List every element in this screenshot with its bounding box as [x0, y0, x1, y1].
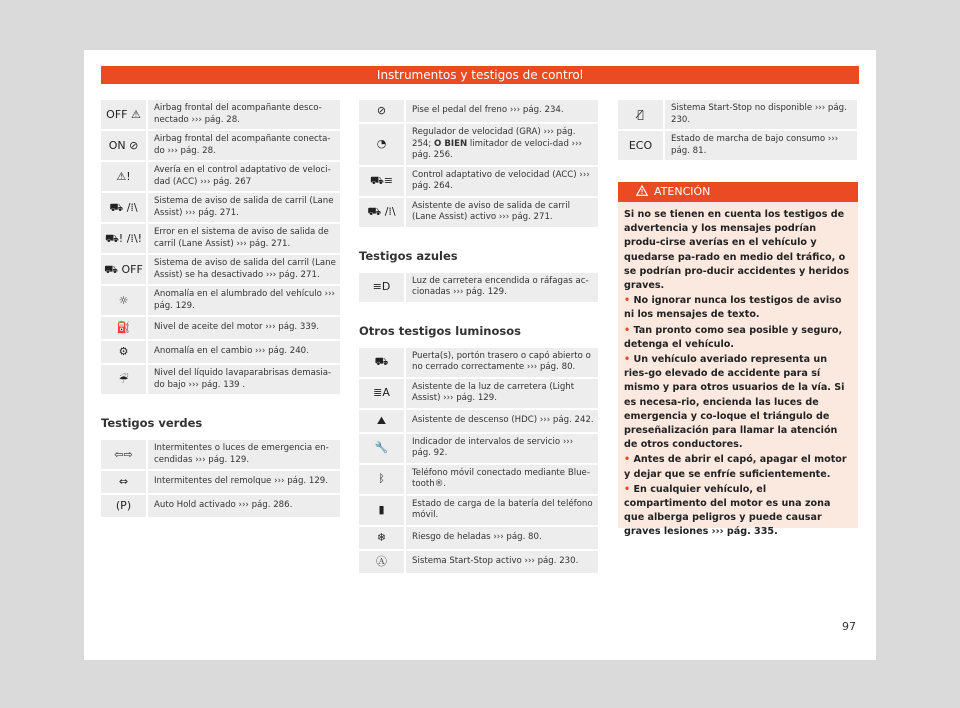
table-row — [101, 192, 340, 223]
washer-fluid-icon: ☔ — [118, 372, 129, 386]
table-row — [618, 100, 857, 130]
description-cell — [405, 409, 598, 433]
table-row — [359, 550, 598, 574]
description-cell — [147, 340, 340, 364]
service-wrench-icon: 🔧 — [374, 441, 389, 454]
icon-cell — [101, 254, 147, 285]
start-stop-unavailable-icon: Ⓐ̸ — [637, 107, 644, 121]
description-cell — [147, 223, 340, 254]
table-row — [101, 316, 340, 340]
acc-fault-icon: ⚠! — [116, 169, 131, 183]
frost-icon: ❄ — [376, 530, 387, 544]
icon-cell — [359, 550, 405, 574]
description-text: Sistema Start-Stop activo ››› pág. 230. — [412, 555, 579, 566]
oil-level-icon: ⛽ — [116, 321, 131, 334]
description-cell — [405, 550, 598, 574]
description-cell — [664, 130, 857, 161]
warning-bullet — [624, 353, 850, 452]
warning-bullet-text: Antes de abrir el capó, apagar el motor y dejar que se enfríe suficientemente. — [624, 454, 847, 480]
airbag-off-icon: OFF ⚠ — [106, 107, 141, 121]
lane-assist-off-icon: ⛟ OFF — [104, 262, 143, 276]
table-row — [101, 470, 340, 494]
brake-pedal-icon: ⊘ — [376, 104, 387, 117]
table-row — [618, 130, 857, 161]
table-row — [101, 254, 340, 285]
green-heading: Testigos verdes — [101, 416, 203, 430]
description-text: Estado de marcha de bajo consumo ››› pág. 81. — [671, 134, 839, 156]
icon-cell — [359, 495, 405, 526]
description-text: Asistente de aviso de salida de carril (Lane Assist) activo ››› pág. 271. — [412, 200, 570, 222]
warning-bullet-text: No ignorar nunca los testigos de aviso ni los mensajes de texto. — [624, 295, 842, 321]
description-cell — [405, 273, 598, 303]
warning-intro: Si no se tienen en cuenta los testigos de advertencia y los mensajes podrían produ-cirse averías en el vehículo y quedarse pa-rado en medio del tráfico, o se podrían pro-ducir accidentes y heridos graves. — [624, 209, 850, 292]
page-header: Instrumentos y testigos de control — [101, 66, 859, 84]
icon-cell — [359, 433, 405, 464]
description-cell — [405, 464, 598, 495]
indicator-table-other — [359, 348, 598, 575]
description-text: Sistema Start-Stop no disponible ››› pág. 230. — [671, 103, 847, 125]
icon-cell — [359, 123, 405, 166]
icon-cell — [359, 409, 405, 433]
description-cell — [405, 348, 598, 378]
icon-cell — [359, 526, 405, 550]
table-row — [359, 100, 598, 123]
icon-cell — [101, 130, 147, 161]
description-cell — [147, 440, 340, 470]
lane-assist-error-icon: ⛟! /⁞\! — [104, 231, 143, 245]
table-row — [101, 340, 340, 364]
warning-body — [618, 202, 858, 540]
description-text: Intermitentes o luces de emergencia en-cendidas ››› pág. 129. — [154, 443, 329, 465]
description-text: Sistema de aviso de salida de carril (Lane Assist) ››› pág. 271. — [154, 196, 334, 218]
icon-cell — [101, 470, 147, 494]
bullet-icon: • — [624, 354, 634, 366]
table-row — [359, 123, 598, 166]
indicator-table-green — [101, 440, 340, 519]
description-text: Regulador de velocidad (GRA) ››› pág. 254; — [412, 127, 576, 149]
icon-cell — [359, 166, 405, 197]
description-cell — [405, 166, 598, 197]
description-cell — [147, 100, 340, 130]
icon-cell — [101, 494, 147, 518]
bluetooth-icon: ᛒ — [378, 472, 385, 485]
description-text: Airbag frontal del acompañante desco-nectado ››› pág. 28. — [154, 103, 322, 125]
bullet-icon: • — [624, 454, 634, 466]
description-text: Asistente de la luz de carretera (Light Assist) ››› pág. 129. — [412, 381, 575, 403]
icon-cell — [101, 440, 147, 470]
icon-cell — [359, 464, 405, 495]
trailer-turn-signals-icon: ⇔ — [118, 475, 129, 488]
description-text: Avería en el control adaptativo de veloci-dad (ACC) ››› pág. 267 — [154, 165, 331, 187]
icon-cell — [101, 316, 147, 340]
icon-cell — [359, 197, 405, 228]
warning-bullet-text: Tan pronto como sea posible y seguro, detenga el vehículo. — [624, 324, 843, 350]
column-1 — [101, 100, 340, 519]
high-beam-icon: ≡D — [372, 280, 391, 293]
description-text: Error en el sistema de aviso de salida de carril (Lane Assist) ››› pág. 271. — [154, 227, 329, 249]
description-text: limitador de veloci-dad ››› pág. 256. — [412, 138, 582, 160]
icon-cell — [359, 348, 405, 378]
description-cell — [405, 100, 598, 123]
start-stop-icon: Ⓐ — [376, 554, 387, 568]
description-text: Intermitentes del remolque ››› pág. 129. — [154, 476, 328, 487]
icon-cell — [359, 273, 405, 303]
icon-cell — [101, 223, 147, 254]
description-text: Puerta(s), portón trasero o capó abierto o no cerrado correctamente ››› pág. 80. — [412, 350, 591, 372]
description-text: O BIEN — [434, 138, 468, 149]
warning-bullet — [624, 294, 850, 322]
table-row — [101, 494, 340, 518]
description-text: Anomalía en el cambio ››› pág. 240. — [154, 346, 309, 357]
description-cell — [405, 433, 598, 464]
lane-assist-active-icon: ⛟ /⁞\ — [367, 205, 396, 218]
icon-cell — [101, 340, 147, 364]
description-text: Auto Hold activado ››› pág. 286. — [154, 500, 293, 511]
description-text: Indicador de intervalos de servicio ››› pág. 92. — [412, 436, 574, 458]
warning-title: ATENCIÓN — [654, 185, 711, 198]
column-2 — [359, 100, 598, 575]
icon-cell — [618, 130, 664, 161]
description-cell — [147, 285, 340, 316]
blue-heading: Testigos azules — [359, 248, 458, 263]
table-row — [101, 285, 340, 316]
other-heading: Otros testigos luminosos — [359, 323, 521, 338]
description-text: Teléfono móvil conectado mediante Blue-tooth®. — [412, 467, 590, 489]
bullet-icon: • — [624, 295, 634, 307]
description-text: Luz de carretera encendida o ráfagas ac-cionadas ››› pág. 129. — [412, 275, 589, 297]
eco-icon: ECO — [628, 138, 653, 152]
table-row — [359, 464, 598, 495]
icon-cell — [101, 161, 147, 192]
description-cell — [147, 130, 340, 161]
hill-descent-icon: ⛰ — [376, 413, 387, 427]
gearbox-fault-icon: ⚙ — [118, 345, 129, 358]
airbag-on-icon: ON ⊘ — [108, 138, 139, 152]
warning-triangle-icon — [636, 185, 648, 196]
indicator-table-col2 — [359, 100, 598, 229]
table-row — [359, 348, 598, 378]
icon-cell — [618, 100, 664, 130]
table-row — [359, 526, 598, 550]
warning-bullet-text: En cualquier vehículo, el compartimento del motor es una zona que alberga peligros y puede causar graves lesiones ››› pág. 335. — [624, 483, 831, 538]
description-cell — [664, 100, 857, 130]
light-assist-icon: ≣A — [373, 386, 390, 399]
bulb-fault-icon: ☼ — [118, 293, 129, 307]
description-text: Anomalía en el alumbrado del vehículo ››› pág. 129. — [154, 289, 335, 311]
description-text: Nivel del líquido lavaparabrisas demasia-do bajo ››› pág. 139 . — [154, 368, 332, 390]
description-text: Airbag frontal del acompañante conecta-do ››› pág. 28. — [154, 134, 331, 156]
warning-bullet-text: Un vehículo averiado representa un ries-go elevado de accidente para sí mismo y para otros usuarios de la vía. Si es necesa-rio, encienda las luces de emergencia y co-loque el triángulo de preseñalización para llamar la atención de otros conductores. — [624, 354, 845, 451]
indicator-table-blue — [359, 273, 598, 304]
description-cell — [147, 494, 340, 518]
table-row — [101, 100, 340, 130]
description-cell — [405, 526, 598, 550]
warning-bullet — [624, 324, 850, 352]
door-open-icon: ⛟ — [374, 355, 389, 368]
description-cell — [147, 254, 340, 285]
warning-bullet — [624, 453, 850, 481]
description-text: Riesgo de heladas ››› pág. 80. — [412, 531, 542, 542]
turn-signals-icon: ⇦⇨ — [114, 447, 133, 461]
table-row — [359, 378, 598, 409]
description-cell — [405, 123, 598, 166]
description-text: Pise el pedal del freno ››› pág. 234. — [412, 105, 564, 116]
page-number: 97 — [842, 620, 856, 633]
description-cell — [147, 316, 340, 340]
table-row — [101, 440, 340, 470]
table-row — [359, 495, 598, 526]
icon-cell — [101, 364, 147, 395]
description-text: Control adaptativo de velocidad (ACC) ››› pág. 264. — [412, 169, 590, 191]
table-row — [101, 130, 340, 161]
table-row — [359, 433, 598, 464]
description-cell — [405, 495, 598, 526]
indicator-table-red-yellow — [101, 100, 340, 396]
description-text: Asistente de descenso (HDC) ››› pág. 242. — [412, 414, 594, 425]
indicator-table-col3 — [618, 100, 857, 162]
description-text: Nivel de aceite del motor ››› pág. 339. — [154, 322, 320, 333]
table-row — [359, 409, 598, 433]
description-cell — [147, 364, 340, 395]
cruise-control-icon: ◔ — [376, 137, 387, 151]
table-row — [101, 223, 340, 254]
icon-cell — [101, 192, 147, 223]
auto-hold-icon: (P) — [115, 499, 132, 512]
icon-cell — [101, 100, 147, 130]
bullet-icon: • — [624, 324, 634, 336]
description-cell — [147, 192, 340, 223]
icon-cell — [359, 378, 405, 409]
description-cell — [147, 470, 340, 494]
warning-bullet — [624, 483, 850, 540]
column-3 — [618, 100, 857, 162]
description-text: Sistema de aviso de salida del carril (Lane Assist) se ha desactivado ››› pág. 271. — [154, 258, 336, 280]
phone-battery-icon: ▮ — [378, 503, 385, 516]
description-cell — [147, 161, 340, 192]
table-row — [101, 161, 340, 192]
icon-cell — [359, 100, 405, 123]
description-cell — [405, 197, 598, 228]
icon-cell — [101, 285, 147, 316]
warning-box — [618, 182, 858, 538]
table-row — [359, 197, 598, 228]
table-row — [359, 166, 598, 197]
table-row — [101, 364, 340, 395]
acc-icon: ⛟≡ — [369, 174, 394, 187]
lane-assist-icon: ⛟ /⁞\ — [109, 200, 138, 214]
bullet-icon: • — [624, 483, 634, 495]
table-row — [359, 273, 598, 303]
warning-header — [618, 182, 858, 202]
description-cell — [405, 378, 598, 409]
description-text: Estado de carga de la batería del teléfono móvil. — [412, 498, 593, 520]
